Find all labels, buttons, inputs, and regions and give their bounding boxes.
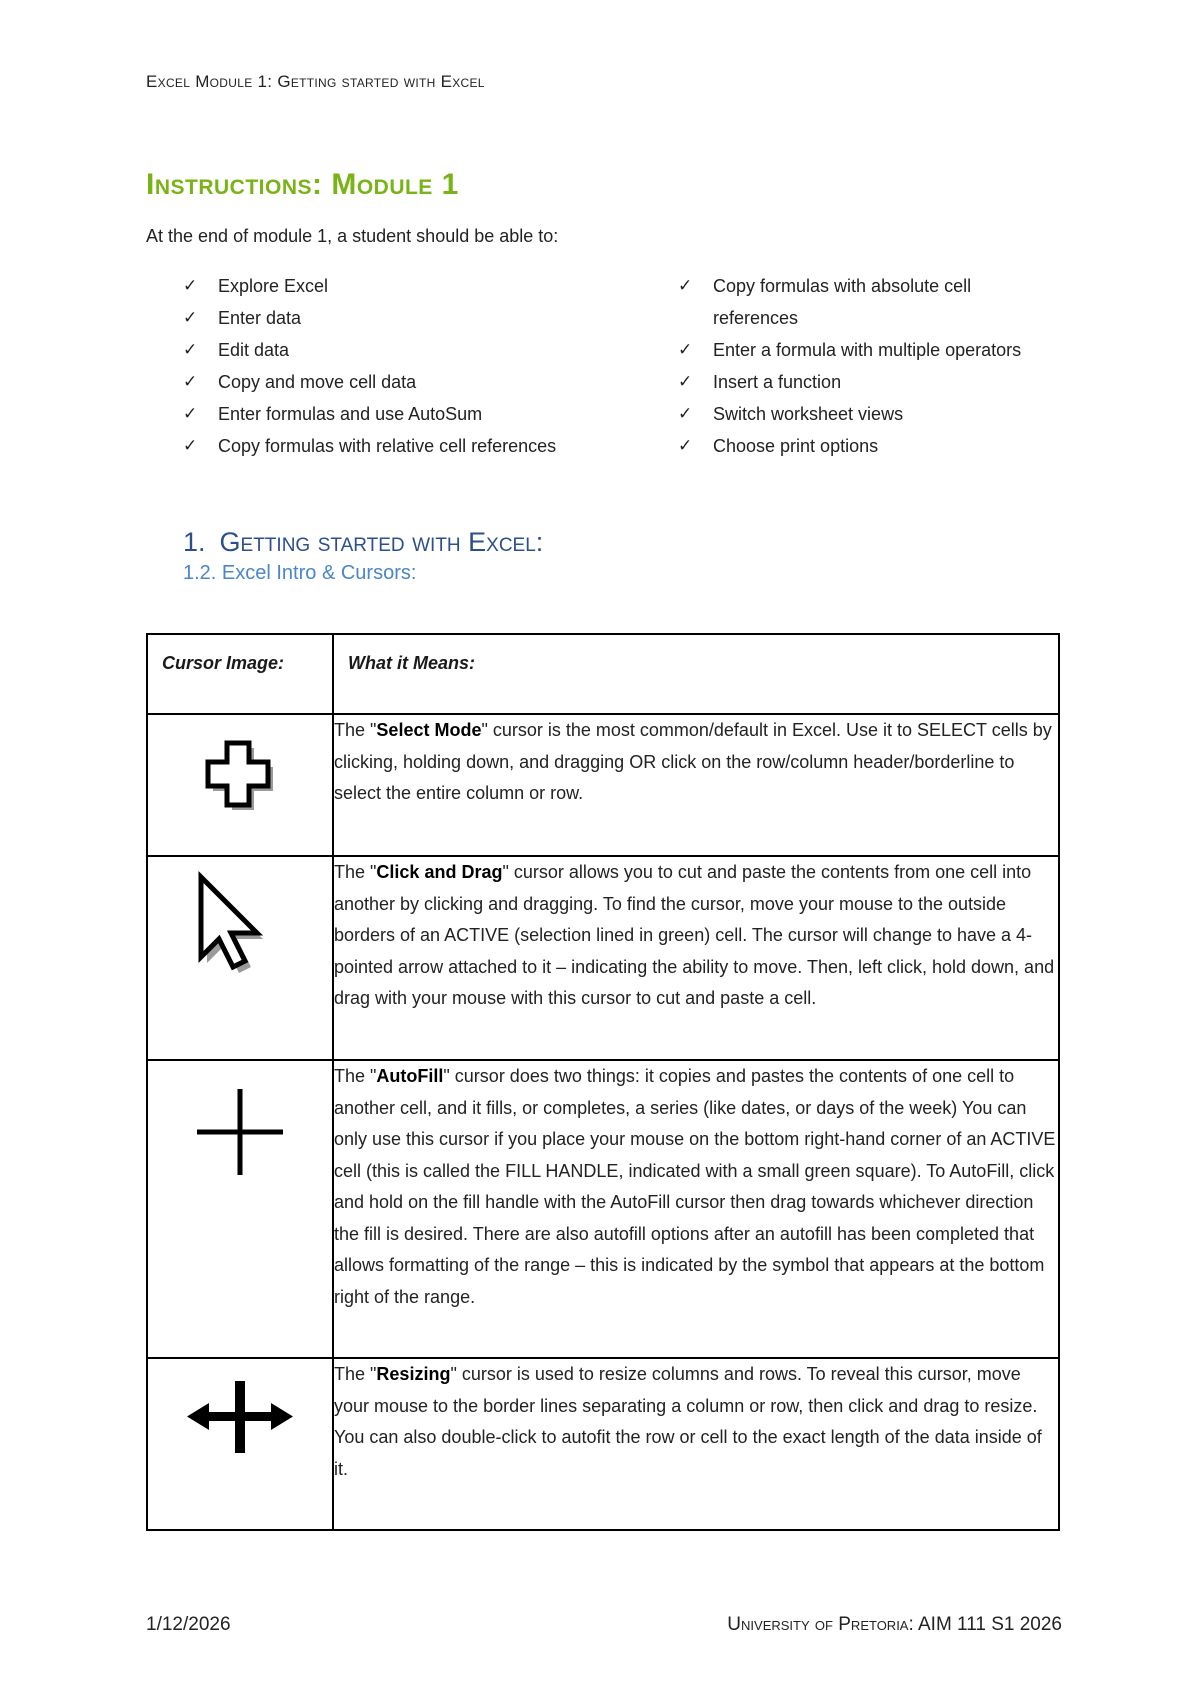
objectives-list-left (180, 270, 556, 462)
objective-item: ✓ Enter formulas and use AutoSum (180, 398, 556, 430)
check-icon: ✓ (183, 308, 198, 327)
objectives-list-right (675, 270, 1055, 462)
table-row (147, 714, 1059, 856)
cursor-table (146, 633, 1060, 1531)
check-icon: ✓ (678, 340, 693, 359)
resizing-cursor-icon (148, 1359, 332, 1455)
check-icon: ✓ (678, 404, 693, 423)
check-icon: ✓ (678, 276, 693, 295)
cursor-name: Click and Drag (376, 862, 503, 882)
check-icon: ✓ (183, 340, 198, 359)
cursor-description: The "Resizing" cursor is used to resize columns and rows. To reveal this cursor, move your mouse to the border lines separating a column or row, then click and drag to resize. You can also double-click to autofit the row or cell to the exact length of the data inside of it. (333, 1358, 1059, 1530)
cursor-image-cell (147, 856, 333, 1060)
check-icon: ✓ (183, 404, 198, 423)
cursor-name: AutoFill (376, 1066, 444, 1086)
objective-item: ✓ Explore Excel (180, 270, 556, 302)
footer-date: 1/12/2026 (146, 1614, 231, 1635)
cursor-description: The "Click and Drag" cursor allows you to cut and paste the contents from one cell into another by clicking and dragging. To find the cursor, move your mouse to the outside borders of an ACTIVE (selection lined in green) cell. The cursor will change to have a 4-pointed arrow attached to it – indicating the ability to move. Then, left click, hold down, and drag with your mouse with this cursor to cut and paste a cell. (333, 856, 1059, 1060)
objective-item: ✓ Enter a formula with multiple operators (675, 334, 1055, 366)
autofill-cursor-icon (148, 1061, 332, 1177)
objective-item: ✓ Edit data (180, 334, 556, 366)
objective-item: ✓ Choose print options (675, 430, 1055, 462)
subsection-heading: 1.2. Excel Intro & Cursors: (183, 562, 417, 584)
page-title: Instructions: Module 1 (146, 168, 459, 201)
table-row (147, 1358, 1059, 1530)
objective-item: ✓ Copy formulas with absolute cell references (675, 270, 1055, 334)
footer-institution: University of Pretoria (727, 1614, 909, 1635)
column-header-image: Cursor Image: (147, 634, 333, 714)
click-and-drag-cursor-icon (134, 857, 332, 977)
section-title: Getting started with Excel: (219, 527, 544, 557)
cursor-name: Resizing (376, 1364, 451, 1384)
objective-item: ✓ Enter data (180, 302, 556, 334)
running-header: Excel Module 1: Getting started with Excel (146, 72, 485, 91)
footer-course-code: : AIM 111 S1 2026 (908, 1614, 1062, 1635)
intro-text: At the end of module 1, a student should be able to: (146, 226, 559, 246)
column-header-meaning: What it Means: (333, 634, 1059, 714)
section-heading (183, 527, 543, 558)
objective-item: ✓ Copy formulas with relative cell references (180, 430, 556, 462)
cursor-image-cell (147, 714, 333, 856)
footer-course (727, 1614, 1062, 1636)
check-icon: ✓ (183, 372, 198, 391)
select-mode-cursor-icon (148, 715, 332, 817)
cursor-description: The "Select Mode" cursor is the most common/default in Excel. Use it to SELECT cells by clicking, holding down, and dragging OR click on the row/column header/borderline to select the entire column or row. (333, 714, 1059, 856)
table-row (147, 1060, 1059, 1358)
cursor-description: The "AutoFill" cursor does two things: it copies and pastes the contents of one cell to another cell, and it fills, or completes, a series (like dates, or days of the week) You can only use this cursor if you place your mouse on the bottom right-hand corner of an ACTIVE cell (this is called the FILL HANDLE, indicated with a small green square). To AutoFill, click and hold on the fill handle with the AutoFill cursor then drag towards whichever direction the fill is desired. There are also autofill options after an autofill has been completed that allows formatting of the range – this is indicated by the symbol that appears at the bottom right of the range. (333, 1060, 1059, 1358)
check-icon: ✓ (678, 436, 693, 455)
cursor-name: Select Mode (376, 720, 482, 740)
cursor-image-cell (147, 1060, 333, 1358)
cursor-image-cell (147, 1358, 333, 1530)
table-header-row (147, 634, 1059, 714)
objective-item: ✓ Switch worksheet views (675, 398, 1055, 430)
section-number: 1. (183, 527, 206, 557)
check-icon: ✓ (183, 436, 198, 455)
check-icon: ✓ (678, 372, 693, 391)
table-row (147, 856, 1059, 1060)
check-icon: ✓ (183, 276, 198, 295)
objective-item: ✓ Insert a function (675, 366, 1055, 398)
objective-item: ✓ Copy and move cell data (180, 366, 556, 398)
